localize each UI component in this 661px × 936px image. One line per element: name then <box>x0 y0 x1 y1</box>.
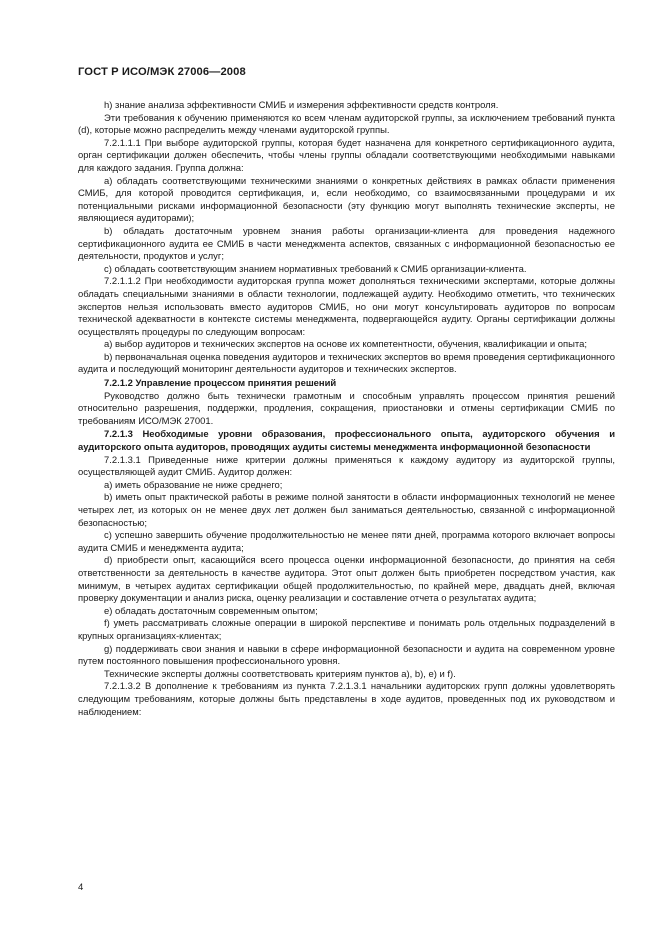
list-item: c) успешно завершить обучение продолжительностью не менее пяти дней, программа которого включает вопросы аудита СМИБ и менеджмента аудита; <box>78 530 615 554</box>
section-heading-text: 7.2.1.3 Необходимые уровни образования, профессионального опыта, аудиторского обучения и аудиторского опыта аудиторов, проводящих аудиты системы менеджмента информационной безопасности <box>78 429 615 454</box>
paragraph: 7.2.1.1.2 При необходимости аудиторская группа может дополняться техническими экспертами, которые должны обладать специальными знаниями в области технологии, подлежащей аудиту. Необходимо отметить, что технических экспертов нельзя использовать вместо аудиторов СМИБ, но они могут консультировать аудиторов по вопросам технической адекватности в контексте системы менеджмента, подвергающейся аудиту. Органы сертификации должны осуществлять процедуры по следующим вопросам: <box>78 276 615 338</box>
list-item: d) приобрести опыт, касающийся всего процесса оценки информационной безопасности, до принятия на себя ответственности за деятельность в качестве аудитора. Этот опыт должен быть приобретен посредством участия, как минимум, в четырех аудитах сертификации общей продолжительностью, по крайней мере, двадцать дней, включая проверку документации и анализ риска, оценку реализации и составление отчета о результатах аудита; <box>78 555 615 605</box>
page-number: 4 <box>78 882 84 893</box>
section-heading <box>78 378 615 391</box>
list-item: b) первоначальная оценка поведения аудиторов и технических экспертов во время проведения сертификационного аудита и последующий мониторинг деятельности аудиторов и технических экспертов. <box>78 351 615 376</box>
paragraph: Технические эксперты должны соответствовать критериям пунктов a), b), e) и f). <box>104 668 456 680</box>
list-item: f) уметь рассматривать сложные операции в широкой перспективе и понимать роль отдельных подразделений в крупных организациях-клиентах; <box>78 618 615 642</box>
list-item: a) обладать соответствующими техническими знаниями о конкретных действиях в рамках области применения СМИБ, для которой проводится сертификация, и, если необходимо, со взаимосвязанными процедурами и их потенциальными рисками информационной безопасности (эту функцию могут выполнять технические эксперты, не являющиеся аудиторами); <box>78 175 615 225</box>
list-item: b) иметь опыт практической работы в режиме полной занятости в области информационных технологий не менее четырех лет, из которых он не менее двух лет должен был заниматься деятельностью, связанной с информационной безопасностью; <box>78 492 615 529</box>
paragraph: h) знание анализа эффективности СМИБ и измерения эффективности средств контроля. <box>104 100 499 111</box>
list-item: e) обладать достаточным современным опытом; <box>104 605 318 617</box>
list-item: a) выбор аудиторов и технических экспертов на основе их компетентности, обучения, квалификации и опыта; <box>104 339 587 351</box>
list-item: b) обладать достаточным уровнем знания работы организации-клиента для проведения надежного сертификационного аудита ее СМИБ в части менеджмента аспектов, связанных с информационной безопасностью ее деятельности, продуктов и услуг; <box>78 225 615 263</box>
paragraph: 7.2.1.3.1 Приведенные ниже критерии должны применяться к каждому аудитору из аудиторской группы, осуществляющей аудит СМИБ. Аудитор должен: <box>78 454 615 479</box>
paragraph: 7.2.1.3.2 В дополнение к требованиям из пункта 7.2.1.3.1 начальники аудиторских групп должны удовлетворять следующим требованиям, которые должны быть представлены в ходе аудитов, проведенных под их руководством и наблюдением: <box>78 681 615 718</box>
list-item: c) обладать соответствующим знанием нормативных требований к СМИБ организации-клиента. <box>104 263 527 275</box>
paragraph: Руководство должно быть технически грамотным и способным управлять процессом принятия решений относительно разрешения, поддержки, продления, сокращения, приостановки и отмены сертификации СМИБ по требованиям ИСО/МЭК 27001. <box>78 390 615 427</box>
list-item: a) иметь образование не ниже среднего; <box>104 479 283 491</box>
section-heading <box>78 429 615 454</box>
document-header: ГОСТ Р ИСО/МЭК 27006—2008 <box>78 66 246 78</box>
paragraph: 7.2.1.1.1 При выборе аудиторской группы, которая будет назначена для конкретного сертификационного аудита, орган сертификации должен обеспечить, чтобы члены группы обладали соответствующими необходимыми навыками для каждого задания. Группа должна: <box>78 137 615 174</box>
list-item: g) поддерживать свои знания и навыки в сфере информационной безопасности и аудита на современном уровне путем постоянного повышения профессионального уровня. <box>78 643 615 668</box>
paragraph: Эти требования к обучению применяются ко всем членам аудиторской группы, за исключением требований пункта (d), которые можно распределить между членами аудиторской группы. <box>78 112 615 137</box>
document-body <box>78 100 615 719</box>
section-heading-text: 7.2.1.2 Управление процессом принятия решений <box>104 378 337 390</box>
